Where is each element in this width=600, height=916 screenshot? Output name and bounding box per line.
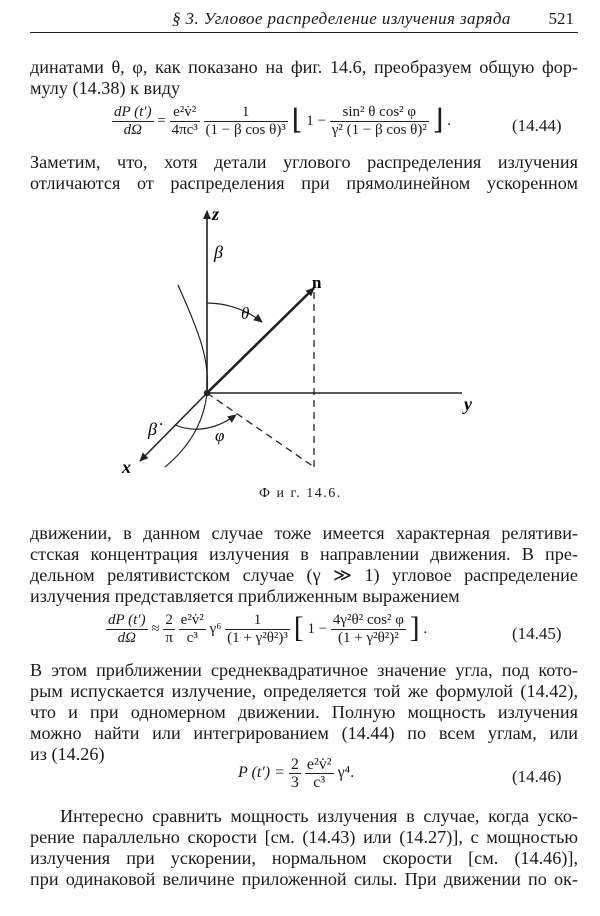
paragraph-3-line-4: излучения представляется приближенным выражением — [30, 586, 460, 606]
label-y: y — [464, 394, 472, 414]
equation-14-45: $\frac{dP (t')}{d\Omega}$ ≈ $\frac{2}{\pi}$ $\frac{\text{e²v̇²}}{\text{c³}}$ γ⁶ $\frac{1}{\text{(1 + γ²θ²)³}}$ [ 1 − $\frac{\text{4γ²θ² cos² φ}}{\text{(1 + γ²θ²)²}}$ ] . — [108, 610, 428, 646]
left-bracket-45: [ — [293, 610, 304, 644]
eq44-factor-3: $\frac{\text{sin² θ cos² φ}}{\text{γ² (1 − β cos θ)²}}$ — [331, 104, 427, 138]
label-n: n — [312, 273, 322, 292]
eq45-lhs: $\frac{dP (t')}{d\Omega}$ — [108, 612, 146, 646]
eq46-factor-1: $\frac{2}{3}$ — [290, 756, 299, 791]
label-phi: φ — [215, 426, 225, 445]
right-bracket: ⌋ — [432, 104, 444, 136]
equation-number-14-46: (14.46) — [512, 767, 562, 786]
eq46-factor-2: $\frac{\text{e²v̇²}}{\text{c³}}$ — [306, 756, 332, 791]
paragraph-3-line-1: движении, в данном случае тоже имеется характерная релятиви- — [30, 523, 578, 543]
paragraph-4-line-5: из (14.26) — [30, 744, 105, 764]
equation-14-44: $\frac{dP (t')}{d\Omega}$ = $\frac{\text{e²v̇²}}{\text{4πc³}}$ $\frac{1}{\text{(1 − β cos θ)³}}$ ⌊ 1 − $\frac{\text{sin² θ cos² φ}}{\text{γ² (1 − β cos θ)²}}$ ⌋ . — [114, 104, 452, 138]
eq45-factor-2: $\frac{\text{e²v̇²}}{\text{c³}}$ — [180, 612, 204, 646]
paragraph-5-line-2: рение параллельно скорости [см. (14.43) или (14.27)], с мощностью — [30, 827, 578, 847]
eq45-factor-1: $\frac{2}{\pi}$ — [165, 612, 173, 646]
paragraph-5-line-4: при одинаковой величине приложенной силы. При движении по ок- — [30, 869, 578, 889]
figure-caption: Ф и г. 14.6. — [259, 486, 342, 501]
eq45-factor-3: $\frac{1}{\text{(1 + γ²θ²)³}}$ — [227, 612, 288, 646]
paragraph-2-line-1: Заметим, что, хотя детали углового распределения излучения — [30, 152, 578, 172]
paragraph-1-line-1: динатами θ, φ, как показано на фиг. 14.6, преобразуем общую фор- — [30, 57, 578, 77]
left-bracket: ⌊ — [291, 104, 303, 136]
paragraph-4-line-4: можно найти или интегрированием (14.44) по всем углам, или — [30, 723, 578, 743]
paragraph-5-line-3: излучения при ускорении, нормальном скорости [см. (14.46)], — [30, 848, 578, 868]
eq45-factor-4: $\frac{\text{4γ²θ² cos² φ}}{\text{(1 + γ²θ²)²}}$ — [332, 612, 404, 646]
eq44-factor-1: $\frac{\text{e²v̇²}}{\text{4πc³}}$ — [171, 104, 198, 138]
right-bracket-45: ] — [409, 610, 420, 644]
figure-14-6 — [0, 195, 600, 515]
equation-number-14-45: (14.45) — [512, 624, 562, 643]
equation-14-46: P (t′) = $\frac{2}{3}$ $\frac{\text{e²v̇²}}{\text{c³}}$ γ⁴. — [238, 756, 355, 791]
paragraph-4-line-1: В этом приближении среднеквадратичное значение угла, под кото- — [30, 660, 578, 680]
origin-point — [204, 390, 210, 396]
paragraph-4-line-3: что и при одномерном движении. Полную мощность излучения — [30, 702, 578, 722]
section-title: § 3. Угловое распределение излучения заряда — [172, 9, 511, 28]
paragraph-1-line-2: мулу (14.38) к виду — [30, 78, 181, 98]
label-beta: β — [214, 242, 223, 262]
paragraph-4-line-2: рым испускается излучение, определяется той же формулой (14.42), — [30, 681, 578, 701]
label-theta: θ — [241, 304, 250, 323]
label-z: z — [212, 204, 220, 224]
trajectory-curve — [165, 285, 208, 467]
eq44-factor-2: $\frac{1}{\text{(1 − β cos θ)³}}$ — [205, 104, 286, 138]
paragraph-3-line-3: дельном релятивистском случае (γ ≫ 1) угловое распределение — [30, 565, 578, 585]
equation-number-14-44: (14.44) — [512, 116, 562, 135]
page-number: 521 — [548, 9, 574, 28]
paragraph-3-line-2: стская концентрация излучения в направлении движения. В пре- — [30, 544, 578, 564]
running-header — [30, 8, 578, 33]
paragraph-5-line-1: Интересно сравнить мощность излучения в случае, когда уско- — [60, 806, 578, 826]
n-vector — [207, 288, 314, 393]
label-x: x — [122, 457, 131, 477]
label-beta-dot: β̇ — [148, 419, 157, 439]
eq44-lhs: $\frac{dP (t')}{d\Omega}$ — [114, 104, 152, 138]
theta-arc — [207, 303, 262, 322]
paragraph-2-line-2: отличаются от распределения при прямолинейном ускоренном — [30, 173, 578, 193]
